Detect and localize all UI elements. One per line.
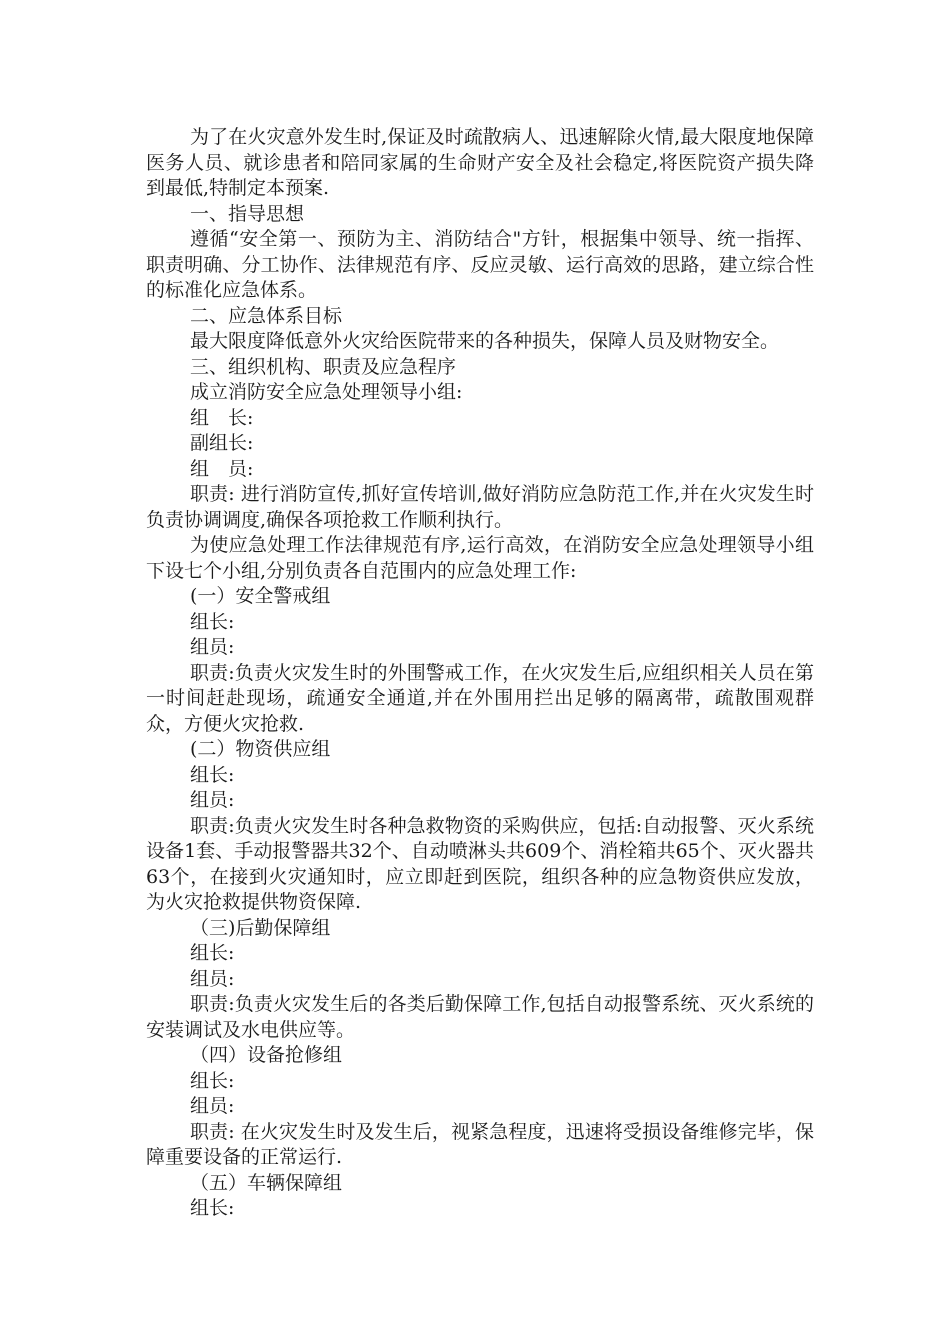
security-member-line: 组员: bbox=[190, 636, 235, 658]
subgroup-heading-security: (一）安全警戒组 bbox=[190, 585, 331, 607]
deputy-leader-line: 副组长: bbox=[190, 432, 254, 454]
security-duties: 职责:负责火灾发生时的外围警戒工作，在火灾发生后,应组织相关人员在第一时间赶赴现场，疏通安全通道,并在外围用拦出足够的隔离带，疏散围观群众，方便火灾抢救. bbox=[146, 661, 814, 735]
system-goal-paragraph: 最大限度降低意外火灾给医院带来的各种损失，保障人员及财物安全。 bbox=[190, 330, 780, 352]
supplies-duties: 职责:负责火灾发生时各种急救物资的采购供应，包括:自动报警、灭火系统设备1套、手动报警器共32个、自动喷淋头共609个、消栓箱共65个、灭火器共63个，在接到火灾通知时，应立即赶到医院，组织各种的应急物资供应发放，为火灾抢救提供物资保障. bbox=[146, 814, 814, 913]
subgroup-heading-logistics: （三)后勤保障组 bbox=[190, 916, 331, 939]
leading-group-duties: 职责: 进行消防宣传,抓好宣传培训,做好消防应急防范工作,并在火灾发生时负责协调调度,确保各项抢救工作顺利执行。 bbox=[146, 483, 814, 531]
subgroup-heading-supplies: (二）物资供应组 bbox=[190, 738, 331, 760]
intro-paragraph: 为了在火灾意外发生时,保证及时疏散病人、迅速解除火情,最大限度地保障医务人员、就诊患者和陪同家属的生命财产安全及社会稳定,将医院资产损失降到最低,特制定本预案. bbox=[146, 126, 814, 199]
leading-group-intro: 成立消防安全应急处理领导小组: bbox=[190, 381, 463, 403]
repair-duties: 职责: 在火灾发生时及发生后，视紧急程度，迅速将受损设备维修完毕，保障重要设备的正常运行. bbox=[146, 1120, 814, 1168]
supplies-leader-line: 组长: bbox=[190, 763, 235, 786]
repair-leader-line: 组长: bbox=[190, 1069, 235, 1092]
repair-member-line: 组员: bbox=[190, 1095, 235, 1117]
leader-line: 组 长: bbox=[190, 406, 254, 429]
subgroup-heading-equipment-repair: （四）设备抢修组 bbox=[190, 1044, 343, 1066]
member-line: 组 员: bbox=[190, 457, 254, 480]
logistics-member-line: 组员: bbox=[190, 967, 235, 990]
section-heading-system-goal: 二、应急体系目标 bbox=[190, 304, 343, 327]
section-heading-organization: 三、组织机构、职责及应急程序 bbox=[190, 355, 457, 378]
vehicles-leader-line: 组长: bbox=[190, 1197, 235, 1219]
guiding-ideology-paragraph: 遵循“安全第一、预防为主、消防结合"方针，根据集中领导、统一指挥、职责明确、分工协作、法律规范有序、反应灵敏、运行高效的思路，建立综合性的标准化应急体系。 bbox=[146, 228, 814, 301]
supplies-member-line: 组员: bbox=[190, 789, 235, 811]
subgroups-intro: 为使应急处理工作法律规范有序,运行高效，在消防安全应急处理领导小组下设七个小组,分别负责各自范围内的应急处理工作: bbox=[146, 534, 814, 582]
security-leader-line: 组长: bbox=[190, 610, 235, 633]
logistics-leader-line: 组长: bbox=[190, 942, 235, 964]
subgroup-heading-vehicles: （五）车辆保障组 bbox=[190, 1171, 343, 1194]
logistics-duties: 职责:负责火灾发生后的各类后勤保障工作,包括自动报警系统、灭火系统的安装调试及水电供应等。 bbox=[146, 993, 814, 1041]
document-body bbox=[146, 125, 814, 1222]
section-heading-guiding-ideology: 一、指导思想 bbox=[190, 202, 305, 225]
